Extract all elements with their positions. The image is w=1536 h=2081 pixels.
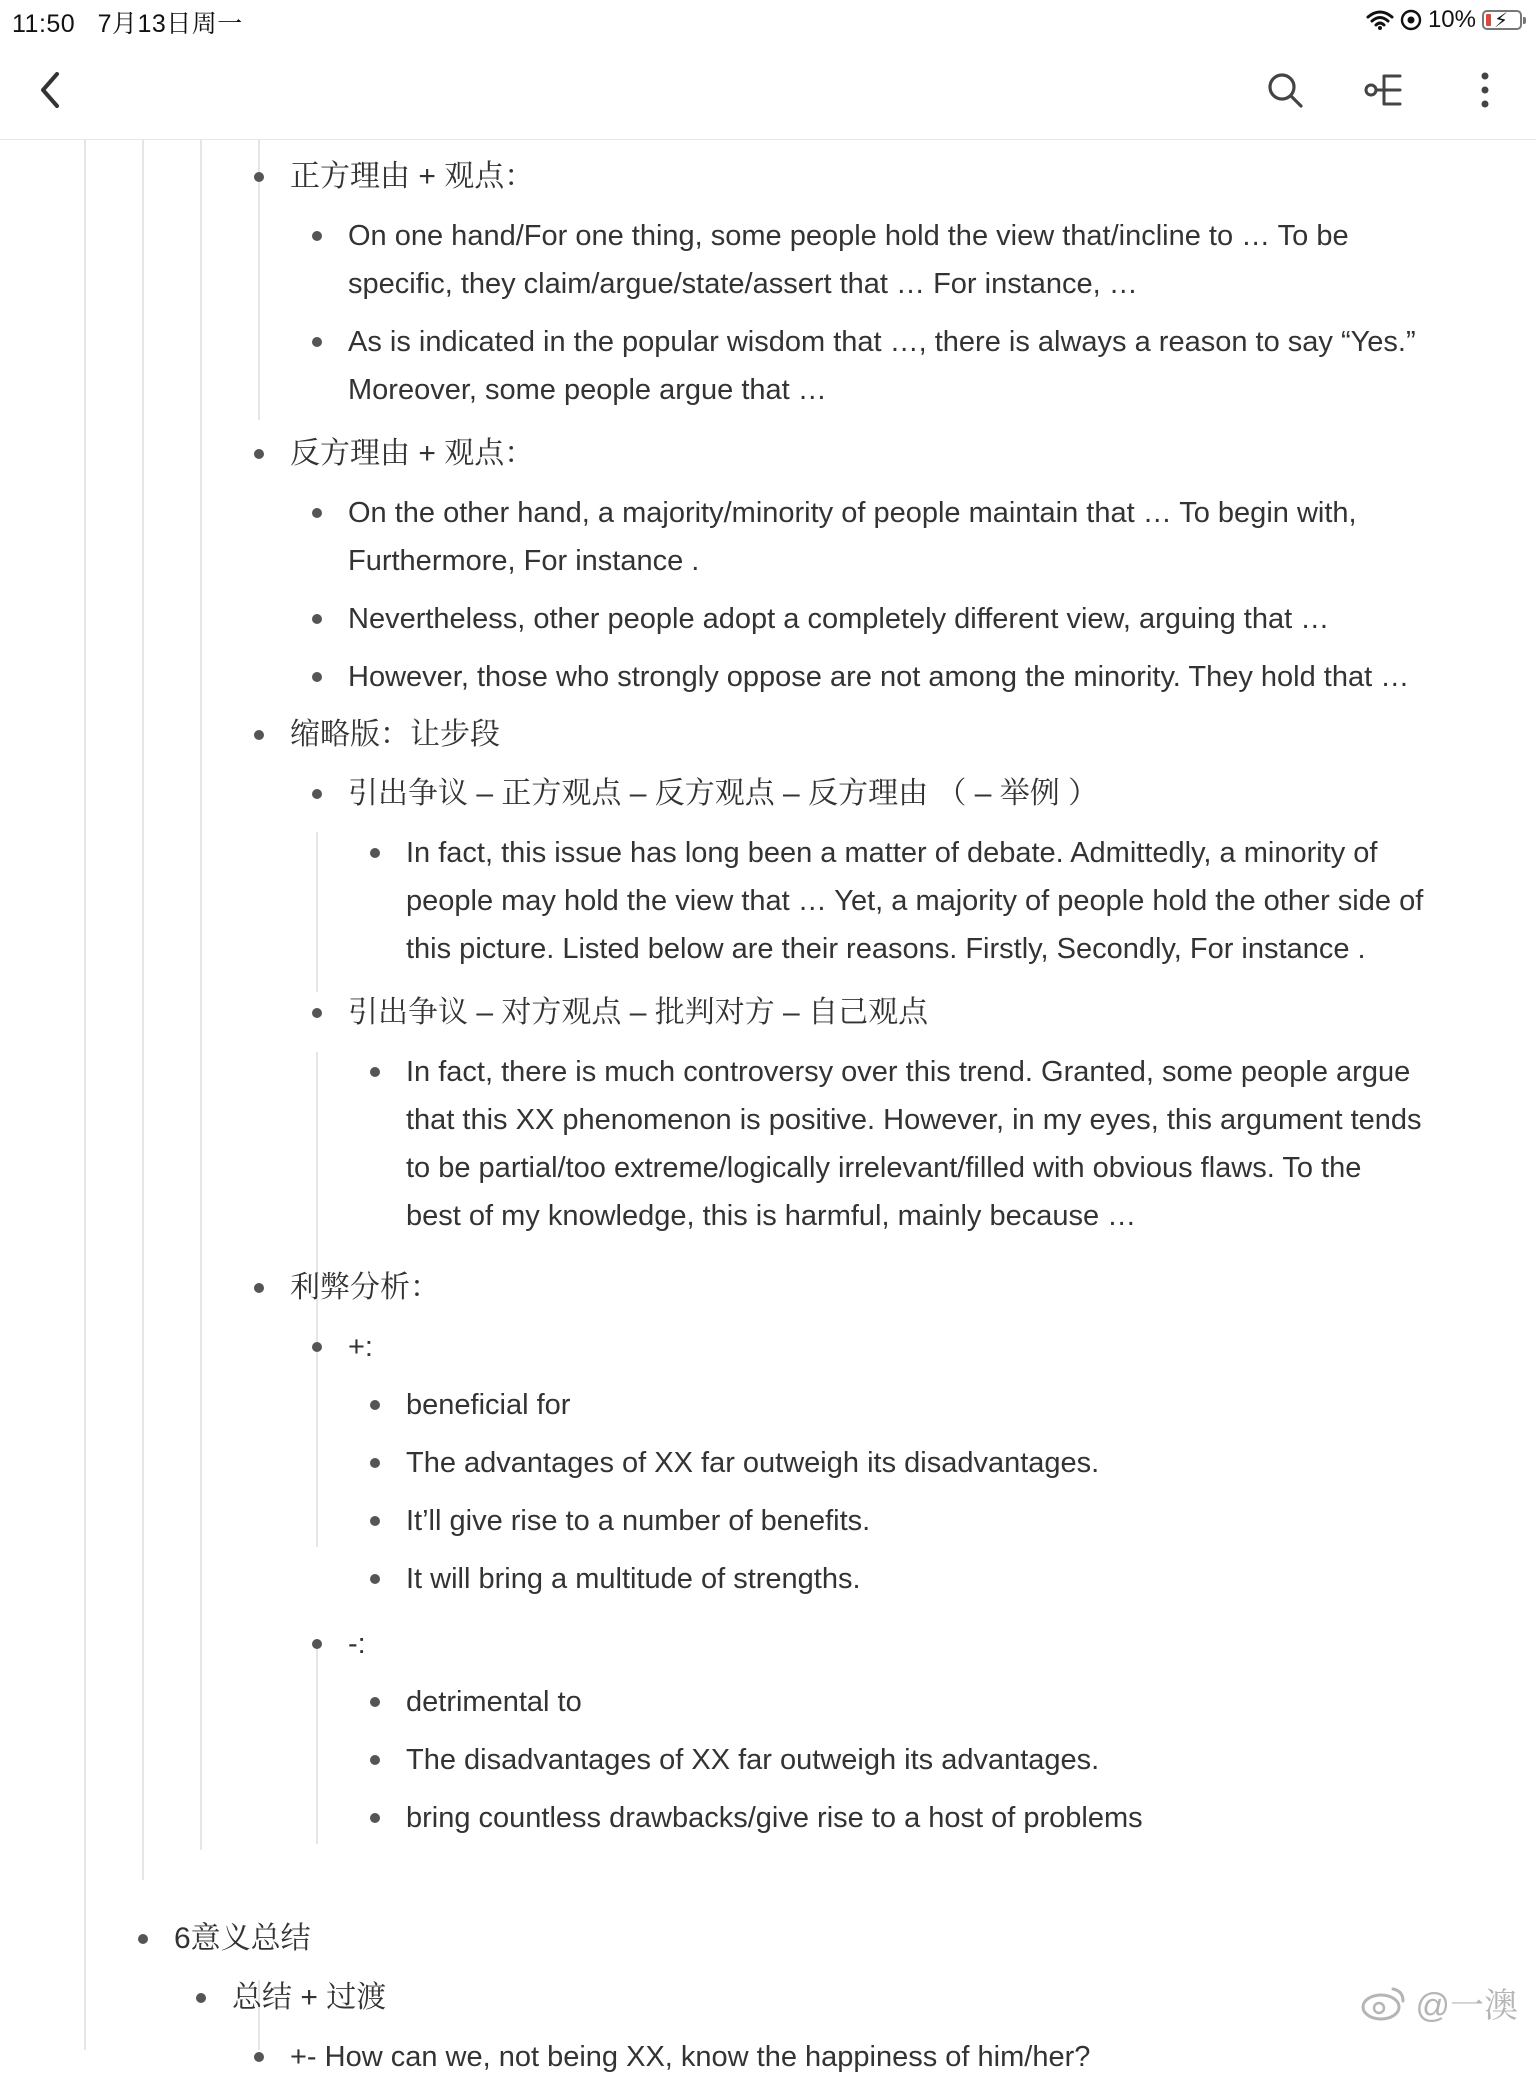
bullet-dot[interactable]: [312, 231, 322, 241]
wifi-icon: [1366, 9, 1394, 31]
back-button[interactable]: [20, 60, 80, 120]
node-text: In fact, this issue has long been a matter of debate. Admittedly, a minority of: [406, 837, 1378, 869]
node-text: Nevertheless, other people adopt a completely different view, arguing that …: [348, 603, 1330, 635]
status-time: 11:50: [12, 10, 76, 38]
node-text: On the other hand, a majority/minority of people maintain that … To begin with,: [348, 497, 1357, 529]
outline-node[interactable]: [406, 1736, 1099, 1784]
weibo-watermark: [1359, 1978, 1518, 2027]
outline-node-continuation: [406, 925, 1366, 973]
bullet-dot[interactable]: [254, 449, 264, 459]
weibo-logo-icon: [1359, 1983, 1409, 2023]
watermark-text: @一澳: [1415, 1987, 1518, 2025]
node-text: 引出争议 – 正方观点 – 反方观点 – 反方理由 （ – 举例 ）: [348, 777, 1099, 810]
bullet-dot[interactable]: [312, 1008, 322, 1018]
outline-node-plus[interactable]: [348, 1323, 373, 1371]
bullet-dot[interactable]: [312, 789, 322, 799]
outline-node-brief-heading[interactable]: [290, 711, 500, 759]
location-lock-icon: [1400, 9, 1422, 31]
node-text: beneficial for: [406, 1389, 571, 1421]
node-text: It will bring a multitude of strengths.: [406, 1563, 861, 1595]
bullet-dot[interactable]: [370, 1755, 380, 1765]
outline-node-continuation: [406, 1144, 1361, 1192]
bullet-dot[interactable]: [370, 1400, 380, 1410]
bullet-dot[interactable]: [312, 1639, 322, 1649]
outline-node-continuation: [348, 537, 699, 585]
status-right: [1366, 4, 1522, 36]
outline-node-section6[interactable]: [174, 1915, 311, 1963]
outline-node[interactable]: [406, 829, 1378, 877]
more-button[interactable]: [1455, 60, 1515, 120]
node-text: best of my knowledge, this is harmful, mainly because …: [406, 1200, 1137, 1232]
outline-node[interactable]: [348, 653, 1409, 701]
node-text: Moreover, some people argue that …: [348, 374, 827, 406]
bullet-dot[interactable]: [370, 1458, 380, 1468]
outline-node[interactable]: [406, 1381, 570, 1429]
outline-node[interactable]: [406, 1678, 582, 1726]
bullet-dot[interactable]: [312, 614, 322, 624]
outline-guide-line: [316, 1052, 318, 1388]
outline-node-continuation: [406, 1096, 1422, 1144]
node-text: The disadvantages of XX far outweigh its advantages.: [406, 1744, 1100, 1776]
node-text: However, those who strongly oppose are not among the minority. They hold that …: [348, 661, 1410, 693]
outline-node-con-heading[interactable]: [290, 430, 534, 478]
node-text: 引出争议 – 对方观点 – 批判对方 – 自己观点: [348, 996, 929, 1029]
node-text: -:: [348, 1628, 366, 1660]
bullet-dot[interactable]: [370, 1697, 380, 1707]
outline-node[interactable]: [406, 1439, 1099, 1487]
outline-node-brief-sub1[interactable]: [348, 770, 1098, 818]
bullet-dot[interactable]: [254, 1283, 264, 1293]
node-text: to be partial/too extreme/logically irrelevant/filled with obvious flaws. To the: [406, 1152, 1362, 1184]
outline-node-summary-heading[interactable]: [232, 1974, 386, 2022]
node-text: detrimental to: [406, 1686, 582, 1718]
node-text: 反方理由 + 观点：: [290, 437, 535, 470]
bullet-dot[interactable]: [196, 1993, 206, 2003]
node-text: bring countless drawbacks/give rise to a host of problems: [406, 1802, 1143, 1834]
bullet-dot[interactable]: [312, 672, 322, 682]
status-time-date: [12, 4, 243, 40]
node-text: It’ll give rise to a number of benefits.: [406, 1505, 871, 1537]
outline-guide-line: [142, 140, 144, 1880]
node-text: 缩略版：让步段: [290, 718, 500, 751]
outline-content: [0, 140, 1536, 2073]
bullet-dot[interactable]: [370, 1516, 380, 1526]
node-text: 正方理由 + 观点：: [290, 160, 535, 193]
outline-node-continuation: [406, 1192, 1136, 1240]
node-text: that this XX phenomenon is positive. However, in my eyes, this argument tends: [406, 1104, 1422, 1136]
bullet-dot[interactable]: [312, 508, 322, 518]
node-text: specific, they claim/argue/state/assert that … For instance, …: [348, 268, 1138, 300]
top-toolbar: [0, 40, 1536, 140]
outline-node[interactable]: [406, 1555, 861, 1603]
outline-node-continuation: [348, 366, 827, 414]
back-chevron-icon: [35, 70, 65, 110]
node-text: 6意义总结: [174, 1922, 311, 1955]
node-text: On one hand/For one thing, some people hold the view that/incline to … To be: [348, 220, 1349, 252]
node-text: As is indicated in the popular wisdom that …, there is always a reason to say “Yes.”: [348, 326, 1416, 358]
node-text: Furthermore, For instance .: [348, 545, 700, 577]
outline-guide-line: [316, 832, 318, 992]
outline-node[interactable]: [406, 1794, 1143, 1842]
bullet-dot[interactable]: [370, 1813, 380, 1823]
outline-guide-line: [316, 1648, 318, 1844]
node-text: +:: [348, 1331, 373, 1363]
outline-node-continuation: [406, 877, 1423, 925]
search-button[interactable]: [1255, 60, 1315, 120]
outline-node[interactable]: [348, 595, 1329, 643]
outline-guide-line: [84, 140, 86, 2050]
bullet-dot[interactable]: [254, 2052, 264, 2062]
outline-node[interactable]: [290, 2033, 1090, 2081]
status-bar: [0, 0, 1536, 40]
bullet-dot[interactable]: [254, 172, 264, 182]
node-text: 总结 + 过渡: [232, 1981, 387, 2014]
outline-node-continuation: [348, 260, 1138, 308]
bullet-dot[interactable]: [312, 337, 322, 347]
node-text: 利弊分析：: [290, 1271, 440, 1304]
node-text: people may hold the view that … Yet, a majority of people hold the other side of: [406, 885, 1424, 917]
outline-node[interactable]: [348, 212, 1349, 260]
outline-node-minus[interactable]: [348, 1620, 366, 1668]
battery-charging-icon: ⚡: [1482, 10, 1522, 30]
bullet-dot[interactable]: [370, 1574, 380, 1584]
outline-node-pros-cons-heading[interactable]: [290, 1264, 440, 1312]
status-date: 7月13日周一: [97, 10, 243, 38]
node-text: In fact, there is much controversy over this trend. Granted, some people argue: [406, 1056, 1411, 1088]
search-icon: [1265, 70, 1305, 110]
battery-percent: 10%: [1427, 6, 1476, 33]
outline-guide-line: [200, 140, 202, 1850]
bullet-dot[interactable]: [370, 848, 380, 858]
outline-node[interactable]: [348, 489, 1357, 537]
mindmap-icon: [1364, 70, 1406, 110]
mindmap-button[interactable]: [1355, 60, 1415, 120]
node-text: The advantages of XX far outweigh its disadvantages.: [406, 1447, 1100, 1479]
more-vertical-icon: [1479, 70, 1491, 110]
bullet-dot[interactable]: [254, 730, 264, 740]
node-text: this picture. Listed below are their reasons. Firstly, Secondly, For instance .: [406, 933, 1366, 965]
bullet-dot[interactable]: [312, 1342, 322, 1352]
outline-guide-line: [258, 140, 260, 420]
node-text: +- How can we, not being XX, know the happiness of him/her?: [290, 2041, 1091, 2073]
bullet-dot[interactable]: [138, 1934, 148, 1944]
outline-node[interactable]: [406, 1048, 1410, 1096]
outline-guide-line: [316, 1351, 318, 1547]
outline-node[interactable]: [406, 1497, 870, 1545]
outline-node-brief-sub2[interactable]: [348, 989, 928, 1037]
outline-node[interactable]: [348, 318, 1416, 366]
bullet-dot[interactable]: [370, 1067, 380, 1077]
outline-node-pro-heading[interactable]: [290, 153, 534, 201]
